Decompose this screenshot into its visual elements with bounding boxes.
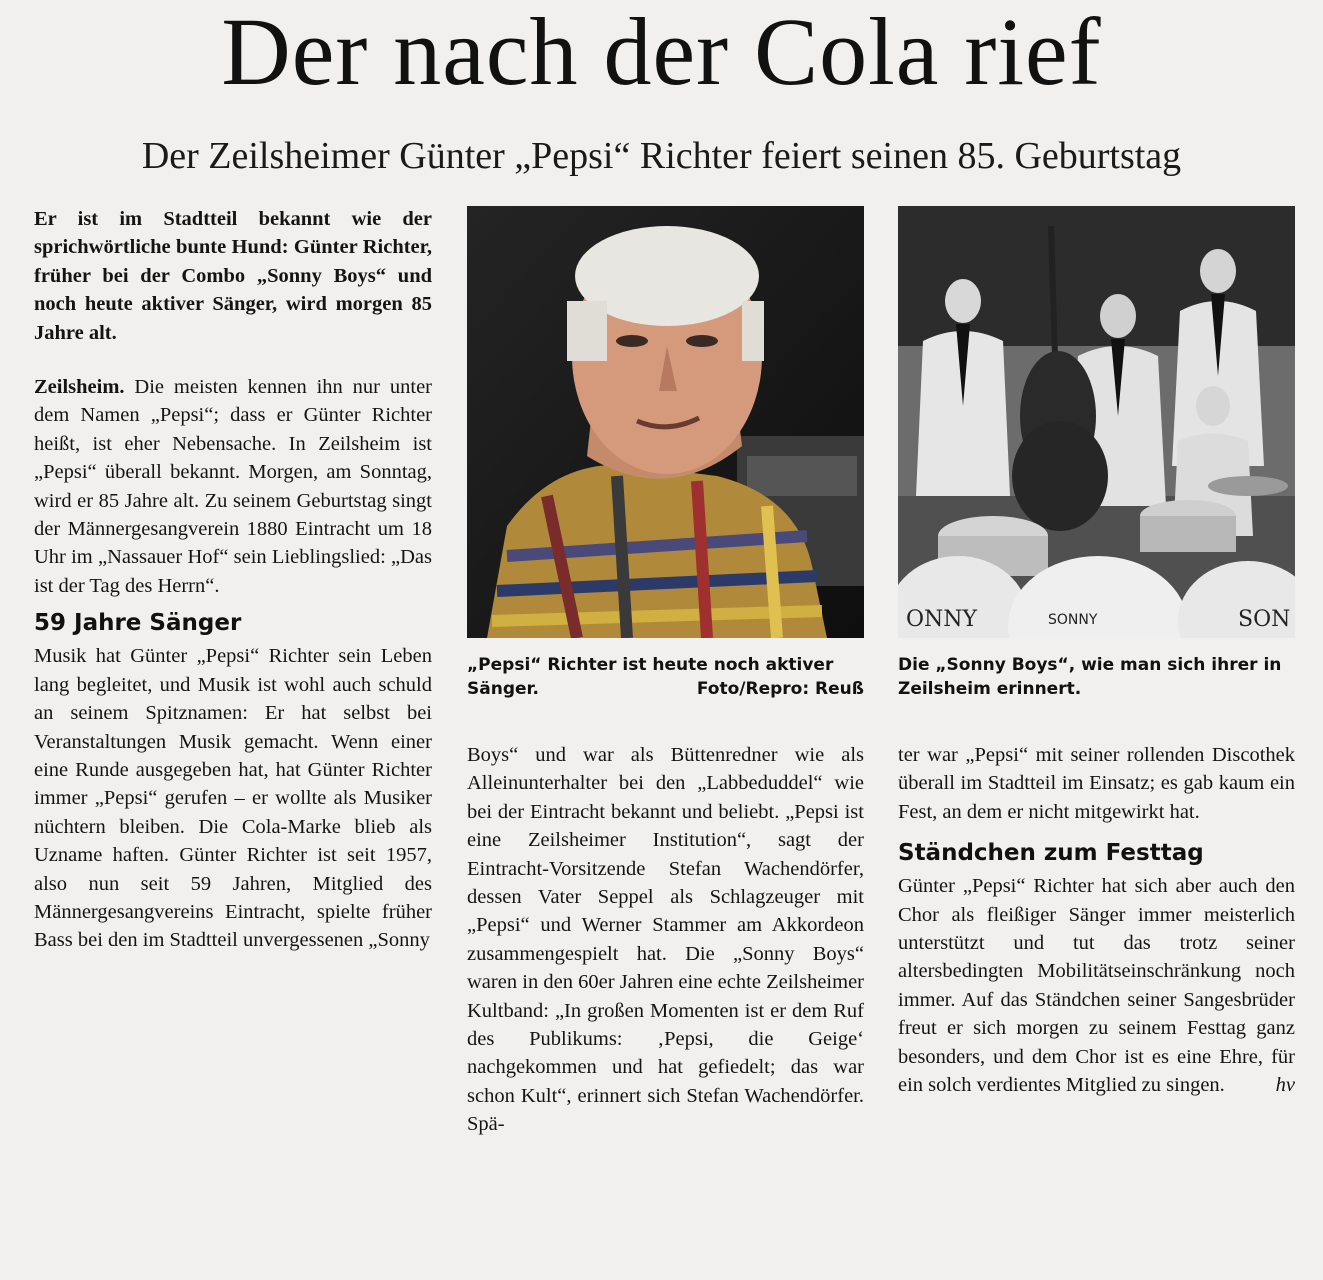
body-paragraph-4: ter war „Pepsi“ mit seiner rollenden Discothek überall im Stadtteil im Einsatz; es gab kaum ein Fest, an dem er nicht mitgewirkt hat. [898, 744, 1295, 823]
drum-text-1: ONNY [906, 607, 978, 632]
column-2 [467, 741, 864, 1139]
body-paragraph-5-text: Günter „Pepsi“ Richter hat sich aber auch den Chor als fleißiger Sänger immer meisterlich unterstützt und tut das trotz seiner altersbedingten Mobilitätseinschränkung noch immer. Auf das Ständchen seiner Sangesbrüder freut er sich morgen zu seinem Festtag ganz besonders, und dem Chor ist es eine Ehre, für ein solch verdientes Mitglied zu singen. [898, 875, 1295, 1097]
band-photo [898, 206, 1295, 638]
body-paragraph-3: Boys“ und war als Büttenredner wie als Alleinunterhalter bei den „Labbeduddel“ wie bei der Eintracht bekannt und beliebt. „Pepsi ist eine Zeilsheimer Institution“, sagt der Eintracht-Vorsitzende Stefan Wachendörfer, dessen Vater Seppel als Schlagzeuger mit „Pepsi“ und Werner Stammer am Akkordeon zusammengespielt hat. Die „Sonny Boys“ waren in den 60er Jahren eine echte Zeilsheimer Kultband: „In großen Momenten ist er dem Ruf des Publikums: ‚Pepsi, die Geige‘ nachgekommen und hat gefiedelt; das war schon Kult“, erinnert sich Stefan Wachendörfer. Spä- [467, 744, 864, 1136]
column-3 [898, 741, 1295, 1099]
lead-paragraph: Er ist im Stadtteil bekannt wie der sprichwörtliche bunte Hund: Günter Richter, früher bei der Combo „Sonny Boys“ und noch heute aktiver Sänger, wird morgen 85 Jahre alt. [34, 208, 432, 344]
portrait-photo [467, 206, 864, 638]
portrait-illustration [467, 206, 864, 638]
body-paragraph-1 [34, 373, 432, 600]
subheadline: Der Zeilsheimer Günter „Pepsi“ Richter feiert seinen 85. Geburtstag [141, 135, 1182, 177]
photo-credit: Foto/Repro: Reuß [696, 679, 864, 699]
photo-1-caption [467, 653, 864, 701]
headline: Der nach der Cola rief [221, 0, 1102, 105]
dateline: Zeilsheim. [34, 376, 125, 399]
author-signature: hv [1275, 1074, 1295, 1097]
column-1 [34, 205, 432, 955]
subheading-staendchen: Ständchen zum Festtag [898, 840, 1204, 867]
body-paragraph-5 [898, 872, 1295, 1099]
photo-1-caption-text: „Pepsi“ Richter ist heute noch aktiver Sänger. [467, 655, 834, 699]
subheading-59-jahre: 59 Jahre Sänger [34, 610, 242, 637]
band-illustration [898, 206, 1295, 638]
drum-text-3: SON [1238, 607, 1291, 632]
body-paragraph-1-text: Die meisten kennen ihn nur unter dem Namen „Pepsi“; dass er Günter Richter heißt, ist eher Nebensache. In Zeilsheim ist „Pepsi“ überall bekannt. Morgen, am Sonntag, wird er 85 Jahre alt. Zu seinem Geburtstag singt der Männergesangverein 1880 Eintracht um 18 Uhr im „Nassauer Hof“ sein Lieblingslied: „Das ist der Tag des Herrn“. [34, 376, 432, 597]
drum-text-2: SONNY [1048, 612, 1098, 628]
photo-2-caption: Die „Sonny Boys“, wie man sich ihrer in Zeilsheim erinnert. [898, 655, 1282, 699]
body-paragraph-2: Musik hat Günter „Pepsi“ Richter sein Leben lang begleitet, und Musik ist wohl auch schuld an seinem Spitznamen: Er hat selbst bei Veranstaltungen Musik gemacht. Wenn einer eine Runde ausgegeben hat, hat Günter Richter immer „Pepsi“ gerufen – er wollte als Musiker nüchtern bleiben. Die Cola-Marke blieb als Uzname haften. Günter Richter ist seit 1957, also nun seit 59 Jahren, Mitglied des Männergesangvereins Eintracht, spielte früher Bass bei den im Stadtteil unvergessenen „Sonny [34, 645, 432, 952]
